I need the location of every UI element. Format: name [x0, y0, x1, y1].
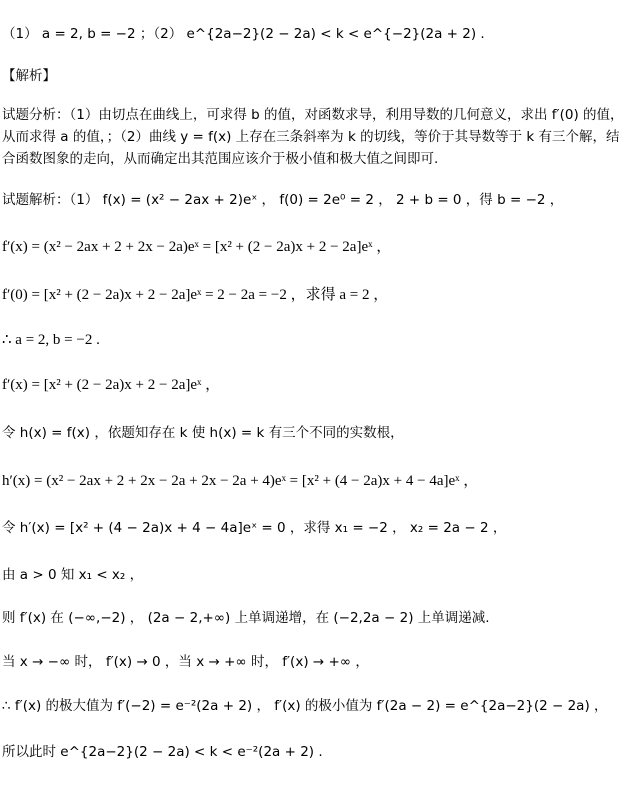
solution-line: 令 h(x) = f(x) ，依题知存在 k 使 h(x) = k 有三个不同的实数根， [2, 425, 404, 441]
solution-line: ∴ a = 2, b = −2 . [2, 332, 100, 348]
section-heading: 【解析】 [2, 68, 56, 84]
solution-line: 令 h′(x) = [x² + (4 − 2a)x + 4 − 4a]eˣ = 0 ，求得 x₁ = −2 ， x₂ = 2a − 2 ， [2, 520, 507, 536]
solution-line: 试题解析：（1） f(x) = (x² − 2ax + 2)eˣ ， f(0) = 2e⁰ = 2 ， 2 + b = 0 ，得 b = −2 ， [2, 192, 564, 208]
solution-line: 所以此时 e^{2a−2}(2 − 2a) < k < e⁻²(2a + 2) . [2, 744, 323, 760]
solution-line: 由 a > 0 知 x₁ < x₂ ， [2, 567, 144, 583]
solution-line: f′(0) = [x² + (2 − 2a)x + 2 − 2a]eˣ = 2 − 2a = −2 ，求得 a = 2 ， [2, 287, 389, 303]
answer-line: （1） a = 2, b = −2 ；（2） e^{2a−2}(2 − 2a) < k < e^{−2}(2a + 2) . [2, 26, 485, 42]
solution-line: ∴ f′(x) 的极大值为 f′(−2) = e⁻²(2a + 2) ， f′(x) 的极小值为 f′(2a − 2) = e^{2a−2}(2 − 2a) ， [2, 698, 608, 714]
analysis-paragraph: 试题分析：（1）由切点在曲线上，可求得 b 的值，对函数求导，利用导数的几何意义，求出 f′(0) 的值，从而求得 a 的值，；（2）曲线 y = f(x) 上存在三条斜率为 k 的切线，等价于其导数等于 k 有三个解，结合函数图象的走向，从而确定出其范围应该介于极小值和极大值之间即可. [2, 107, 624, 167]
solution-line: 则 f′(x) 在 (−∞,−2) ， (2a − 2,+∞) 上单调递增，在 (−2,2a − 2) 上单调递减. [2, 610, 490, 626]
solution-line: 当 x → −∞ 时， f′(x) → 0 ，当 x → +∞ 时， f′(x) → +∞ ， [2, 654, 369, 670]
solution-line: f′(x) = [x² + (2 − 2a)x + 2 − 2a]eˣ ， [2, 377, 221, 393]
solution-line: f′(x) = (x² − 2ax + 2 + 2x − 2a)eˣ = [x² + (2 − 2a)x + 2 − 2a]eˣ ， [2, 239, 392, 255]
solution-line: h′(x) = (x² − 2ax + 2 + 2x − 2a + 2x − 2a + 4)eˣ = [x² + (4 − 2a)x + 4 − 4a]eˣ ， [2, 473, 479, 489]
